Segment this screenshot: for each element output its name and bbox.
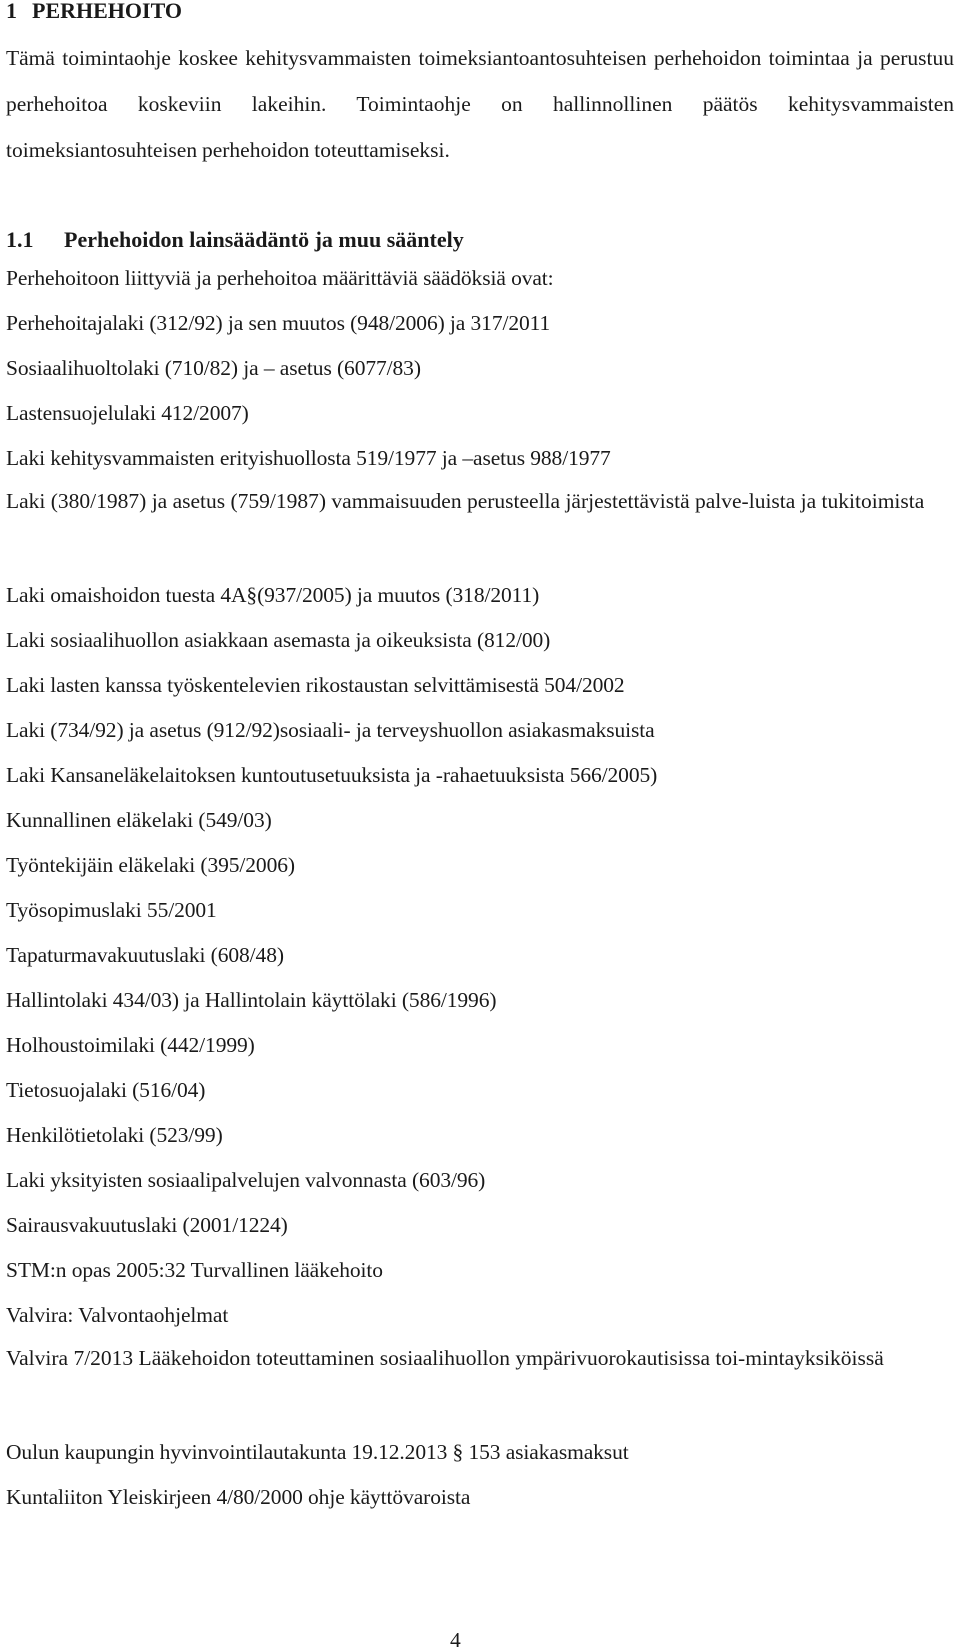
law-item: STM:n opas 2005:32 Turvallinen lääkehoito bbox=[6, 1258, 383, 1282]
page-number: 4 bbox=[450, 1628, 461, 1652]
law-item: Valvira: Valvontaohjelmat bbox=[6, 1303, 229, 1327]
law-item: Kuntaliiton Yleiskirjeen 4/80/2000 ohje käyttövaroista bbox=[6, 1485, 471, 1509]
law-item: Kunnallinen eläkelaki (549/03) bbox=[6, 808, 272, 832]
intro-paragraph: Tämä toimintaohje koskee kehitysvammaisten toimeksiantoantosuhteisen perhehoidon toimintaa ja perustuu perhehoitoa koskeviin lakeihin. Toimintaohje on hallinnollinen päätös kehitysvammaisten toimeksiantosuhteisen perhehoidon toteuttamiseksi. bbox=[6, 46, 954, 162]
section-number: 1 bbox=[6, 0, 17, 23]
law-item: Laki lasten kanssa työskentelevien rikostaustan selvittämisestä 504/2002 bbox=[6, 673, 625, 697]
law-item: Työsopimuslaki 55/2001 bbox=[6, 898, 217, 922]
law-item: Laki Kansaneläkelaitoksen kuntoutusetuuksista ja -rahaetuuksista 566/2005) bbox=[6, 763, 658, 787]
law-item: Holhoustoimilaki (442/1999) bbox=[6, 1033, 255, 1057]
law-item: Tapaturmavakuutuslaki (608/48) bbox=[6, 943, 284, 967]
law-item: Laki yksityisten sosiaalipalvelujen valvonnasta (603/96) bbox=[6, 1168, 486, 1192]
law-item: Laki (380/1987) ja asetus (759/1987) vammaisuuden perusteella järjestettävistä palve-luista ja tukitoimista bbox=[6, 489, 925, 513]
law-item: Työntekijäin eläkelaki (395/2006) bbox=[6, 853, 295, 877]
intro-line: Perhehoitoon liittyviä ja perhehoitoa määrittäviä säädöksiä ovat: bbox=[6, 266, 554, 290]
law-item: Perhehoitajalaki (312/92) ja sen muutos (948/2006) ja 317/2011 bbox=[6, 311, 551, 335]
law-item: Laki sosiaalihuollon asiakkaan asemasta ja oikeuksista (812/00) bbox=[6, 628, 551, 652]
law-item: Laki kehitysvammaisten erityishuollosta 519/1977 ja –asetus 988/1977 bbox=[6, 446, 611, 470]
subsection-number: 1.1 bbox=[6, 227, 34, 252]
law-item: Sosiaalihuoltolaki (710/82) ja – asetus (6077/83) bbox=[6, 356, 421, 380]
law-item: Laki omaishoidon tuesta 4A§(937/2005) ja muutos (318/2011) bbox=[6, 583, 540, 607]
law-item: Sairausvakuutuslaki (2001/1224) bbox=[6, 1213, 288, 1237]
law-item: Henkilötietolaki (523/99) bbox=[6, 1123, 223, 1147]
law-item: Tietosuojalaki (516/04) bbox=[6, 1078, 206, 1102]
subsection-title: Perhehoidon lainsäädäntö ja muu sääntely bbox=[64, 227, 464, 252]
document-page bbox=[6, 0, 954, 1652]
subsection-heading bbox=[6, 225, 464, 255]
section-title: PERHEHOITO bbox=[32, 0, 182, 23]
law-item: Lastensuojelulaki 412/2007) bbox=[6, 401, 249, 425]
section-heading bbox=[6, 0, 182, 26]
law-item: Valvira 7/2013 Lääkehoidon toteuttaminen sosiaalihuollon ympärivuorokautisissa toi-mintayksiköissä bbox=[6, 1346, 884, 1370]
law-item: Oulun kaupungin hyvinvointilautakunta 19.12.2013 § 153 asiakasmaksut bbox=[6, 1440, 629, 1464]
law-item: Laki (734/92) ja asetus (912/92)sosiaali- ja terveyshuollon asiakasmaksuista bbox=[6, 718, 655, 742]
law-item: Hallintolaki 434/03) ja Hallintolain käyttölaki (586/1996) bbox=[6, 988, 497, 1012]
